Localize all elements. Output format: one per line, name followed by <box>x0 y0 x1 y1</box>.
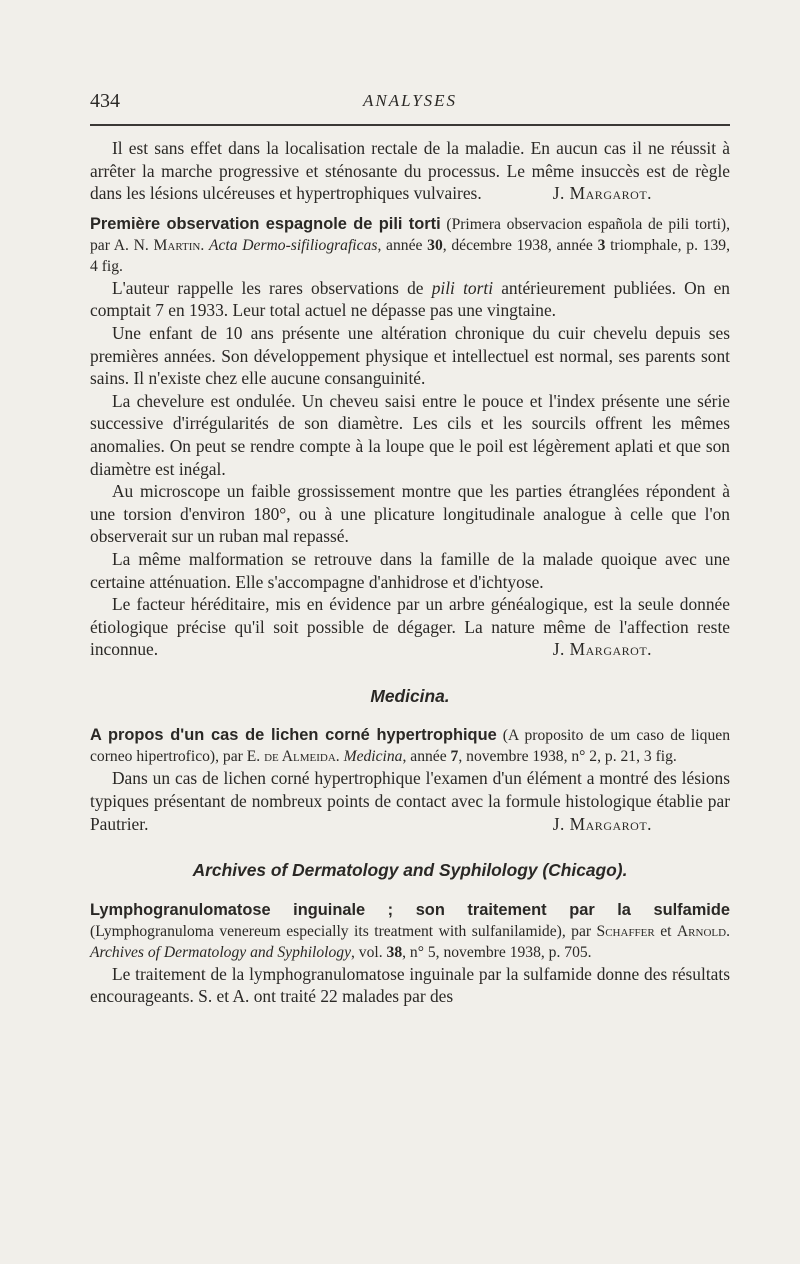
citation-text: . <box>726 922 730 940</box>
author-name: Arnold <box>676 922 727 940</box>
paragraph: Une enfant de 10 ans présente une altération chronique du cuir chevelu depuis ses premières années. Son développement physique et intellectuel est normal, ses parents sont sains. Il n'existe chez elle aucune consanguinité. <box>90 322 730 389</box>
year-bold: 30 <box>427 236 443 254</box>
page-body <box>90 137 730 1008</box>
citation-text: , année <box>402 748 451 766</box>
citation-text: (Lymphogranuloma venereum especially its treatment with sulfanilamide), par <box>90 922 597 940</box>
citation-text: (Primera observacion española de pili torti), par A. N. <box>90 215 730 254</box>
citation-text: triomphale, p. 139, 4 fig. <box>90 236 730 275</box>
citation-text: (A proposito de um caso de liquen corneo hipertrofico), par E. <box>90 727 730 766</box>
number-bold: 3 <box>597 236 606 254</box>
citation-text: . <box>335 748 344 766</box>
paragraph-text: Le facteur héréditaire, mis en évidence par un arbre généalogique, est la seule donnée étiologique précise qu'il soit possible de dégager. La nature même de l'affection reste inconnue. <box>90 594 730 660</box>
citation-text: , n° 5, novembre 1938, p. 705. <box>402 943 592 961</box>
year-bold: 7 <box>450 748 459 766</box>
paragraph <box>90 593 730 661</box>
citation-text: , vol. <box>351 943 387 961</box>
paragraph-text: antérieurement publiées. On en comptait 7 en 1933. Leur total actuel ne dépasse pas une vingtaine. <box>90 277 730 321</box>
bibliographic-entry <box>90 900 730 963</box>
paragraph-text: L'auteur rappelle les rares observations de <box>112 277 432 298</box>
section-heading: Medicina. <box>370 685 450 706</box>
volume-bold: 38 <box>386 943 403 961</box>
citation-text: , novembre 1938, n° 2, p. 21, 3 fig. <box>458 748 677 766</box>
citation-text: et <box>654 922 677 940</box>
citation-text: , année <box>377 236 428 254</box>
journal-name: Archives of Dermatology and Syphilology <box>90 943 351 961</box>
paragraph: La même malformation se retrouve dans la famille de la malade quoique avec une certaine atténuation. Elle s'accompagne d'anhidrose et d'ichtyose. <box>90 548 730 592</box>
page-header <box>90 90 730 114</box>
article-title: Première observation espagnole de pili torti <box>90 214 441 233</box>
paragraph: La chevelure est ondulée. Un cheveu saisi entre le pouce et l'index présente une série successive d'irrégularités de son diamètre. Les cils et les sourcils offrent les mêmes anomalies. On peut se rendre compte à la loupe que le poil est légèrement aplati et que son diamètre est inégal. <box>90 390 730 479</box>
section-heading: Archives of Dermatology and Syphilology (Chicago). <box>192 860 628 881</box>
article-title: Lymphogranulomatose inguinale ; son traitement par la sulfamide <box>90 900 730 919</box>
article-title: A propos d'un cas de lichen corné hypertrophique <box>90 726 497 745</box>
page-number: 434 <box>90 90 120 112</box>
paragraph-text: Il est sans effet dans la localisation rectale de la maladie. En aucun cas il ne réussit à arrêter la marche progressive et sténosante du processus. Le même insuccès est de règle dans les lésions ulcéreuses et hypertrophiques vulvaires. <box>90 138 730 204</box>
running-title: ANALYSES <box>362 91 458 110</box>
journal-name: Medicina <box>343 748 403 766</box>
paragraph <box>90 137 730 205</box>
paragraph <box>90 767 730 835</box>
author-name: Martin <box>153 236 201 254</box>
citation-text: , décembre 1938, année <box>442 236 598 254</box>
paragraph-text: Dans un cas de lichen corné hypertrophique l'examen d'un élément a montré des lésions typiques présentant de nombreux points de contact avec la formule histologique établie par Pautrier. <box>90 768 730 834</box>
signature: J. Margarot. <box>552 183 652 204</box>
citation-text: . <box>200 236 209 254</box>
author-name: Schaffer <box>596 922 655 940</box>
paragraph: Le traitement de la lymphogranulomatose inguinale par la sulfamide donne des résultats encourageants. S. et A. ont traité 22 malades par des <box>90 963 730 1007</box>
paragraph <box>90 277 730 322</box>
signature: J. Margarot. <box>552 813 652 834</box>
paragraph: Au microscope un faible grossissement montre que les parties étranglées répondent à une torsion d'environ 180°, ou à une plicature longitudinale analogue à celle que l'on observerait sur un ruban mal repassé. <box>90 481 730 547</box>
bibliographic-entry <box>90 725 730 767</box>
italic-term: pili torti <box>431 277 494 298</box>
bibliographic-entry <box>90 214 730 277</box>
author-name: de Almeida <box>264 748 336 766</box>
journal-name: Acta Dermo-sifiliograficas <box>208 236 378 254</box>
signature: J. Margarot. <box>552 639 652 660</box>
header-rule <box>90 124 730 126</box>
